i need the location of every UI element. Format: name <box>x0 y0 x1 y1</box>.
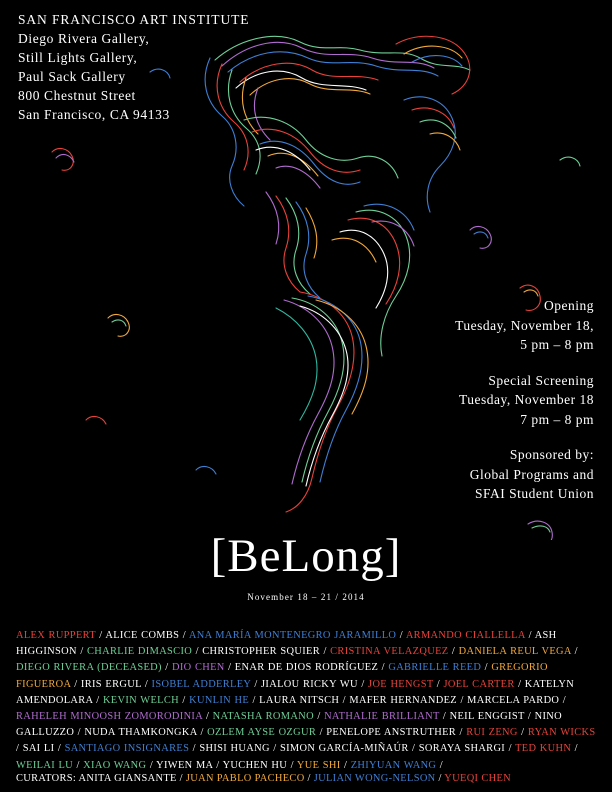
participant-name: NATHALIE BRILLIANT <box>324 711 440 723</box>
name-separator: / <box>448 646 459 658</box>
name-separator: / <box>70 678 81 690</box>
participant-name: IRIS ERGUL <box>80 678 142 690</box>
participant-name: NUDA THAMKONGKA <box>84 727 197 739</box>
sponsors-label: Sponsored by: <box>509 447 594 462</box>
name-separator: / <box>161 662 172 674</box>
name-separator: / <box>505 743 516 755</box>
participant-name: KATELYN AMENDOLARA <box>16 678 575 706</box>
name-separator: / <box>339 694 350 706</box>
name-separator: / <box>436 759 443 771</box>
participant-name: PENELOPE ANSTRUTHER <box>326 727 457 739</box>
name-separator: / <box>439 711 450 723</box>
sponsor-name: Global Programs and <box>469 466 594 482</box>
participant-name: GABRIELLE REED <box>388 662 482 674</box>
name-separator: / <box>197 727 208 739</box>
address-line: 800 Chestnut Street <box>18 88 136 103</box>
address-line: Still Lights Gallery, <box>18 50 138 65</box>
name-separator: / <box>224 662 235 674</box>
participant-name: JIALOU RICKY WU <box>261 678 358 690</box>
name-separator: / <box>189 743 200 755</box>
name-separator: / <box>456 727 467 739</box>
name-separator: / <box>54 743 65 755</box>
name-separator: / <box>176 773 186 784</box>
name-separator: / <box>408 743 419 755</box>
participant-name: OZLEM AYSE OZGUR <box>207 727 317 739</box>
exhibition-dates: November 18 – 21 / 2014 <box>247 592 365 602</box>
curator-name: ANITA GIANSANTE <box>78 773 177 784</box>
participant-name: ARMANDO CIALLELLA <box>405 630 526 641</box>
participant-name: YIWEN MA <box>156 759 213 771</box>
event-time: 5 pm – 8 pm <box>520 337 594 352</box>
name-separator: / <box>74 727 85 739</box>
participant-name: LAURA NITSCH <box>259 694 340 706</box>
event-opening <box>314 296 594 355</box>
name-separator: / <box>304 773 314 784</box>
event-details <box>314 296 594 520</box>
page-title: [BeLong] <box>210 530 402 582</box>
participant-name: DIO CHEN <box>172 662 225 674</box>
curators-list <box>16 772 596 786</box>
participants-list <box>16 628 596 774</box>
name-separator: / <box>396 630 406 641</box>
sponsor-name: SFAI Student Union <box>474 486 594 501</box>
name-separator: / <box>178 694 190 706</box>
participant-name: TED KUHN <box>515 743 572 755</box>
name-separator: / <box>514 678 525 690</box>
participant-name: RAHELEH MINOOSH ZOMORODINIA <box>16 711 203 723</box>
participant-name: ALICE COMBS <box>105 630 180 641</box>
name-separator: / <box>146 759 157 771</box>
participant-name: KEVIN WELCH <box>102 694 179 706</box>
name-separator: / <box>378 662 389 674</box>
sponsors <box>314 445 594 504</box>
event-special-screening <box>314 371 594 430</box>
name-separator: / <box>179 630 189 641</box>
curator-name: JULIAN WONG-NELSON <box>313 773 436 784</box>
curator-name: YUEQI CHEN <box>444 773 511 784</box>
participant-name: YUE SHI <box>296 759 341 771</box>
participant-name: SAI LI <box>22 743 55 755</box>
participant-name: CRISTINA VELAZQUEZ <box>330 646 449 658</box>
participant-name: YUCHEN HU <box>222 759 288 771</box>
participant-name: XIAO WANG <box>83 759 147 771</box>
participant-name: KUNLIN HE <box>189 694 250 706</box>
participant-name: CHARLIE DIMASCIO <box>87 646 193 658</box>
name-separator: / <box>249 694 260 706</box>
name-separator: / <box>320 646 331 658</box>
curator-name: JUAN PABLO PACHECO <box>185 773 305 784</box>
participant-name: GREGORIO FIGUEROA <box>16 662 548 690</box>
event-title: Opening <box>544 298 594 313</box>
event-date: Tuesday, November 18 <box>459 392 594 407</box>
name-separator: / <box>287 759 297 771</box>
name-separator: / <box>212 759 223 771</box>
participant-name: SORAYA SHARGI <box>418 743 506 755</box>
participant-name: ENAR DE DIOS RODRÍGUEZ <box>234 662 379 674</box>
participant-name: ISOBEL ADDERLEY <box>151 678 251 690</box>
name-separator: / <box>433 678 444 690</box>
name-separator: / <box>16 743 23 755</box>
participant-name: JOEL CARTER <box>443 678 515 690</box>
participant-name: NINO GALLUZZO <box>16 711 562 739</box>
name-separator: / <box>457 694 468 706</box>
participant-name: DIEGO RIVERA (DECEASED) <box>16 662 162 674</box>
participant-name: ALEX RUPPERT <box>16 630 96 641</box>
name-separator: / <box>313 711 325 723</box>
participant-name: NEIL ENGGIST <box>449 711 525 723</box>
name-separator: / <box>73 759 84 771</box>
name-separator: / <box>559 694 566 706</box>
name-separator: / <box>525 630 535 641</box>
participant-name: RUI ZENG <box>466 727 518 739</box>
participant-name: RYAN WICKS <box>527 727 596 739</box>
name-separator: / <box>141 678 152 690</box>
participant-name: ZHIYUAN WANG <box>350 759 437 771</box>
participant-name: SHISI HUANG <box>199 743 270 755</box>
event-title: Special Screening <box>488 372 594 388</box>
name-separator: / <box>357 678 369 690</box>
participant-name: ANA MARÍA MONTENEGRO JARAMILLO <box>188 630 397 641</box>
participant-name: DANIELA REUL VEGA <box>458 646 572 658</box>
name-separator: / <box>435 773 445 784</box>
address-line: San Francisco, CA 94133 <box>18 107 170 122</box>
name-separator: / <box>571 743 578 755</box>
name-separator: / <box>202 711 213 723</box>
participant-name: ASH HIGGINSON <box>16 630 557 658</box>
name-separator: / <box>76 646 88 658</box>
participant-name: NATASHA ROMANO <box>212 711 314 723</box>
name-separator: / <box>250 678 262 690</box>
event-date: Tuesday, November 18, <box>455 317 594 333</box>
address-line: SAN FRANCISCO ART INSTITUTE <box>18 12 250 27</box>
name-separator: / <box>481 662 492 674</box>
event-time: 7 pm – 8 pm <box>520 411 594 427</box>
name-separator: / <box>192 646 203 658</box>
name-separator: / <box>517 727 528 739</box>
address-line: Diego Rivera Gallery, <box>18 31 150 46</box>
name-separator: / <box>95 630 106 641</box>
participant-name: WEILAI LU <box>16 759 74 771</box>
curators-label: CURATORS: <box>16 773 79 784</box>
participant-name: CHRISTOPHER SQUIER <box>202 646 321 658</box>
participant-name: MARCELA PARDO <box>467 694 560 706</box>
participant-name: JOE HENGST <box>368 678 434 690</box>
name-separator: / <box>92 694 103 706</box>
name-separator: / <box>571 646 578 658</box>
name-separator: / <box>340 759 351 771</box>
address-line: Paul Sack Gallery <box>18 69 126 84</box>
participant-name: SIMON GARCÍA-MIÑAÚR <box>279 743 409 755</box>
name-separator: / <box>269 743 280 755</box>
name-separator: / <box>524 711 535 723</box>
name-separator: / <box>316 727 327 739</box>
participant-name: SANTIAGO INSIGNARES <box>64 743 190 755</box>
participant-name: MAFER HERNANDEZ <box>349 694 457 706</box>
